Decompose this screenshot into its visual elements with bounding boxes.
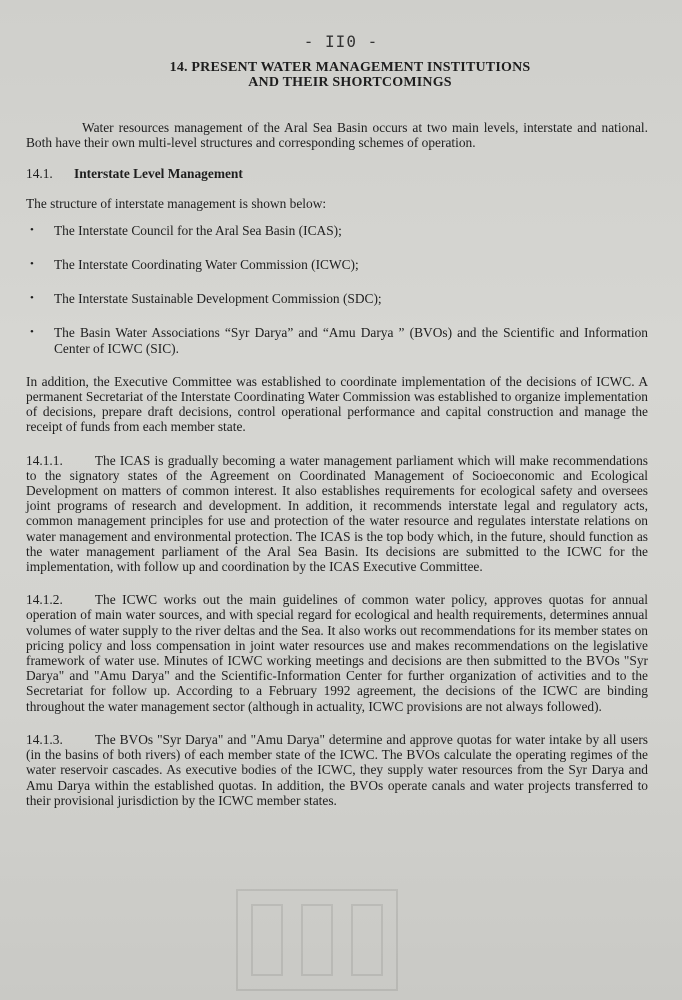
section-heading (26, 166, 648, 181)
list-item-text: The Interstate Sustainable Development Commission (SDC); (54, 291, 382, 307)
list-item (26, 223, 648, 238)
list-item-text: The Basin Water Associations “Syr Darya” and “Amu Darya ” (BVOs) and the Scientific and Information Center of ICWC (SIC). (54, 325, 648, 356)
page-number: - II0 - (303, 32, 379, 51)
subsection-text: The ICAS is gradually becoming a water management parliament which will make recommendations to the signatory states of the Agreement on Coordinated Management of Socioeconomic and Ecological Development on matters of common interest. It also establishes requirements for ecological safety and oversees joint programs of research and development. In addition, it recommends interstate legal and regulatory acts, common management principles for use and protection of the water resource and regulates interstate relations on water management and environmental protection. The ICAS is the top body which, in the future, should function as the water management parliament of the Aral Sea Basin. Its decisions are submitted to the ICWC for the implementation, with follow up and coordination by the ICAS Executive Committee. (26, 452, 648, 575)
bleed-through-diagram (232, 885, 402, 995)
list-item (26, 291, 648, 306)
chapter-title-line-2: AND THEIR SHORTCOMINGS (248, 75, 452, 90)
list-item-text: The Interstate Council for the Aral Sea Basin (ICAS); (54, 222, 342, 238)
subsection-text: The BVOs "Syr Darya" and "Amu Darya" determine and approve quotas for water intake by all users (in the basins of both rivers) of each member state of the ICWC. The BVOs calculate the operating regimes of the water reservoir cascades. As executive bodies of the ICWC, they supply water resources from the Syr Darya and Amu Darya within the established quotas. In addition, the BVOs operate canals and water projects transferred to their provisional jurisdiction by the ICWC member states. (26, 731, 648, 808)
subsection-14-1-3 (26, 732, 648, 808)
intro-paragraph: Water resources management of the Aral Sea Basin occurs at two main levels, interstate and national. Both have their own multi-level structures and corresponding schemes of operation. (26, 120, 648, 151)
subsection-14-1-1 (26, 453, 648, 575)
list-item (26, 325, 648, 355)
addition-paragraph: In addition, the Executive Committee was established to coordinate implementation of the decisions of ICWC. A permanent Secretariat of the Interstate Coordinating Water Commission was established to organize implementation of decisions, prepare draft decisions, control operational performance and capital construction and manage the receipt of funds from each member state. (26, 373, 648, 435)
structure-list (26, 223, 648, 356)
section-number: 14.1. (26, 166, 53, 182)
chapter-title (60, 60, 640, 90)
subsection-number: 14.1.2. (26, 592, 63, 608)
bullet-icon: • (30, 258, 34, 271)
chapter-title-line-1: 14. PRESENT WATER MANAGEMENT INSTITUTIONS (169, 60, 531, 75)
subsection-text: The ICWC works out the main guidelines of common water policy, approves quotas for annual operation of main water sources, and with special regard for ecological and health requirements, determines annual volumes of water supply to the river deltas and the Sea. It also works out recommendations for its member states on pricing policy and loss compensation in joint water resources use and makes recommendations on the legislative framework of water use. Minutes of ICWC working meetings and decisions are then submitted to the BVOs "Syr Darya" and "Amu Darya" and the Scientific-Information Center for further organization of activities and to the Secretariat for follow up. According to a February 1992 agreement, the decisions of the ICWC are binding throughout the water management sector (although in actuality, ICWC provisions are not always followed). (26, 592, 648, 714)
bullet-icon: • (30, 292, 34, 305)
structure-lead: The structure of interstate management is shown below: (26, 195, 327, 211)
subsection-number: 14.1.1. (26, 452, 63, 468)
list-item (26, 257, 648, 272)
bullet-icon: • (30, 223, 34, 236)
subsection-number: 14.1.3. (26, 731, 63, 747)
section-title: Interstate Level Management (74, 166, 243, 182)
body-text (26, 120, 648, 808)
list-item-text: The Interstate Coordinating Water Commission (ICWC); (54, 257, 359, 273)
subsection-14-1-2 (26, 592, 648, 714)
bullet-icon: • (30, 326, 34, 339)
